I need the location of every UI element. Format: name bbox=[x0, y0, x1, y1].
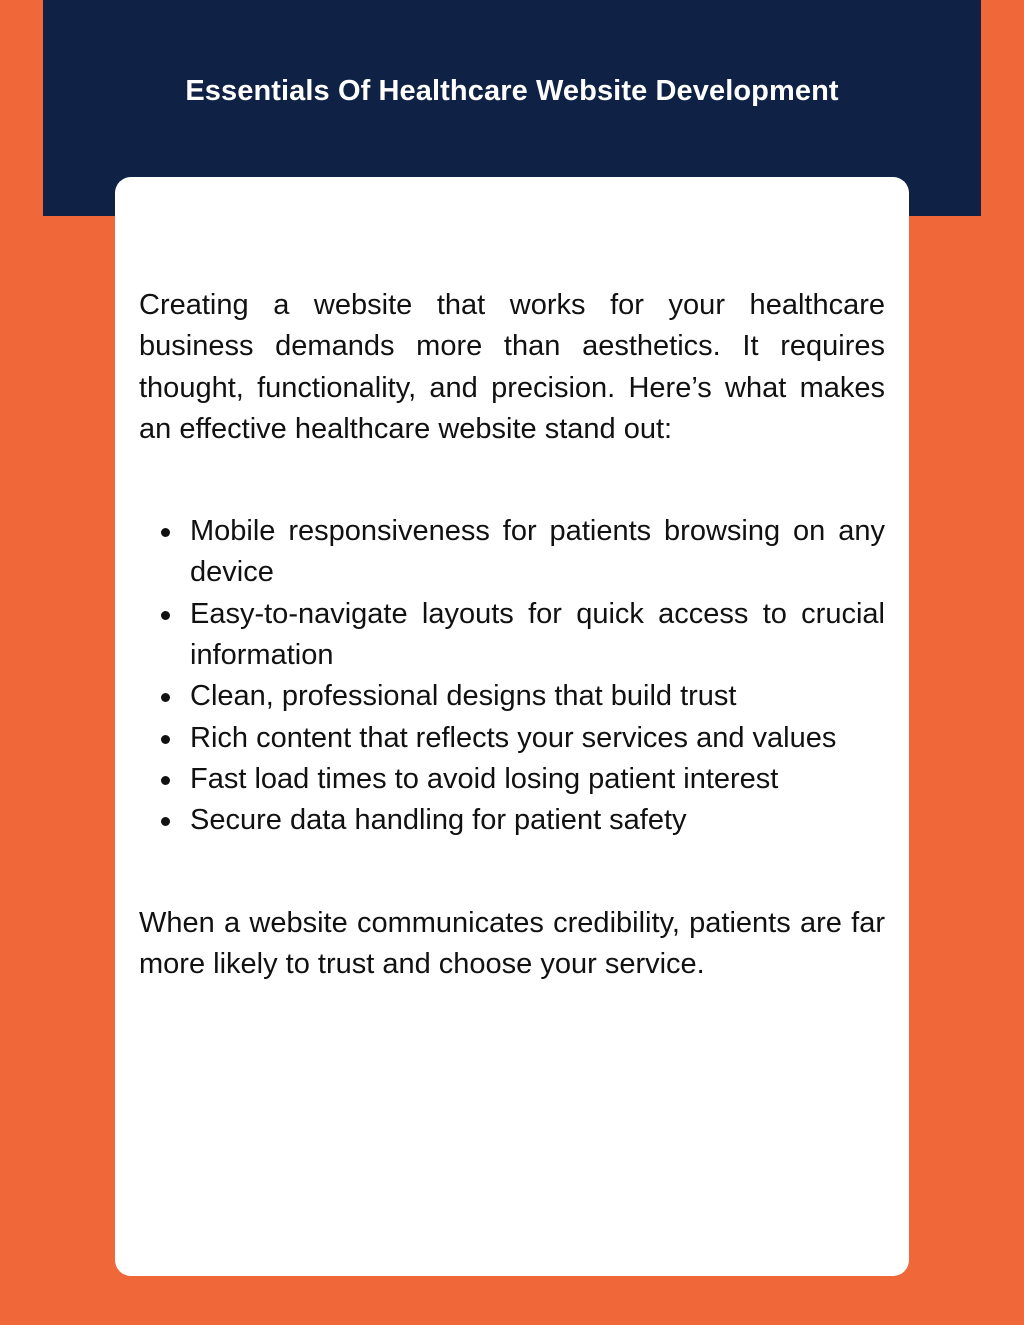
bullet-dot-icon bbox=[161, 817, 170, 826]
list-item bbox=[190, 594, 885, 677]
list-item bbox=[190, 718, 885, 759]
list-item bbox=[190, 676, 885, 717]
bullet-dot-icon bbox=[161, 735, 170, 744]
card-content bbox=[139, 285, 885, 985]
feature-list bbox=[139, 511, 885, 841]
intro-paragraph: Creating a website that works for your healthcare business demands more than aesthetics. It requires thought, functionality, and precision. Here’s what makes an effective healthcare website stand out: bbox=[139, 289, 885, 445]
list-item bbox=[190, 759, 885, 800]
closing-paragraph: When a website communicates credibility, patients are far more likely to trust and choose your service. bbox=[139, 906, 885, 980]
list-item bbox=[190, 511, 885, 594]
content-card bbox=[115, 177, 909, 1276]
bullet-dot-icon bbox=[161, 611, 170, 620]
list-item-text: Rich content that reflects your services and values bbox=[190, 721, 837, 754]
list-item-text: Easy-to-navigate layouts for quick access to crucial information bbox=[190, 597, 885, 672]
list-item-text: Clean, professional designs that build trust bbox=[190, 680, 737, 713]
list-item bbox=[190, 800, 885, 841]
bullet-dot-icon bbox=[161, 776, 170, 785]
list-item-text: Secure data handling for patient safety bbox=[190, 804, 687, 837]
bullet-dot-icon bbox=[161, 693, 170, 702]
page-title: Essentials Of Healthcare Website Development bbox=[185, 75, 839, 107]
bullet-dot-icon bbox=[161, 528, 170, 537]
list-item-text: Fast load times to avoid losing patient interest bbox=[190, 762, 779, 795]
list-item-text: Mobile responsiveness for patients browsing on any device bbox=[190, 515, 885, 589]
